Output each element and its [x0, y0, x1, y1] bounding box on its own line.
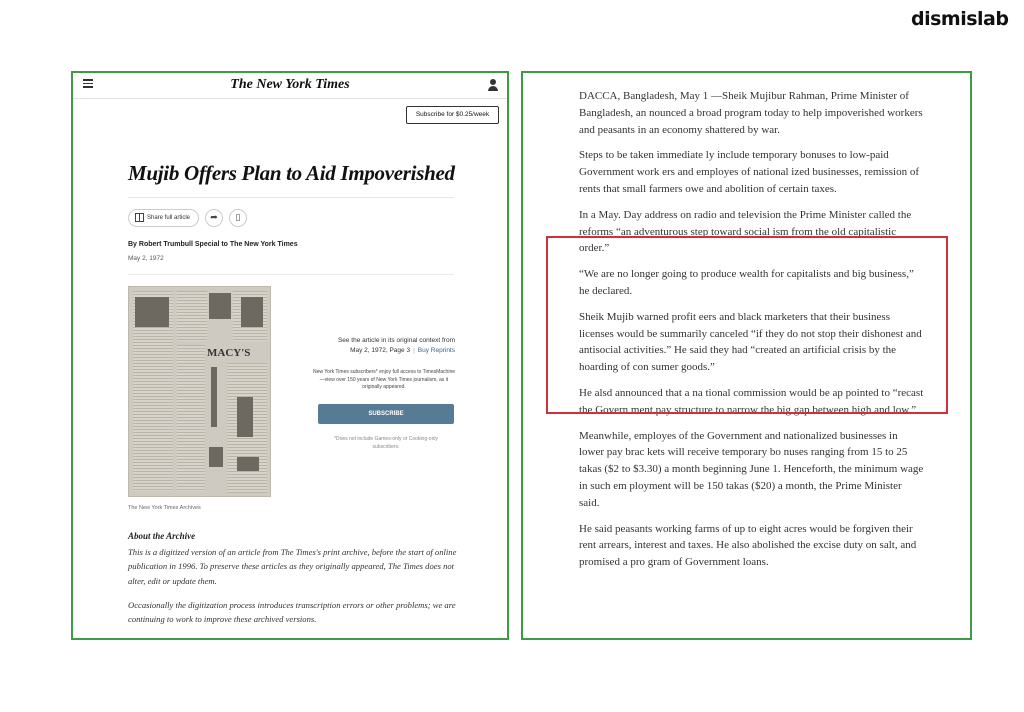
context-text: See the article in its original context from	[337, 337, 455, 344]
archive-scan-image[interactable]	[128, 286, 271, 497]
context-date: May 2, 1972, Page 3	[350, 347, 411, 354]
archive-paragraph-1: This is a digitized version of an article from The Times's print archive, before the start of online publication in 1996. To preserve these articles as they originally appeared, The Times does not alter, edit or update them.	[128, 547, 457, 586]
timesmachine-access-text: New York Times subscribers* enjoy full access to TimesMachine—view over 150 years of New York Times journalism, as it originally appeared.	[313, 369, 456, 390]
subscribe-top-button[interactable]: Subscribe for $0.25/week	[406, 106, 499, 124]
archive-paragraph-2: Occasionally the digitization process introduces transcription errors or other problems; we are continuing to work to improve these archived versions.	[128, 600, 456, 625]
share-full-article-button[interactable]	[128, 209, 199, 227]
article-text-panel	[521, 71, 972, 640]
article-paragraph: Sheik Mujib warned profit eers and black marketers that their business licenses would be summarily canceled “if they do not stop their dishonest and antisocial activities.” He said they had “created an artificial crisis by the hoarding of con sumer goods.”	[579, 310, 922, 374]
bookmark-icon[interactable]: ▯	[229, 209, 247, 227]
article-headline: Mujib Offers Plan to Aid Impoverished	[128, 161, 455, 185]
gift-icon	[135, 213, 144, 222]
separator: |	[413, 347, 415, 354]
article-paragraph: He said peasants working farms of up to eight acres would be forgiven their rent arrears, interest and taxes. He also abolished the excise duty on salt, and promised a pro gram of Government loans.	[579, 522, 917, 569]
divider	[128, 197, 454, 198]
article-paragraph: He alsd announced that a na tional commission would be ap pointed to “recast the Govern ment pay structure to narrow the big gap between high and low.”	[579, 386, 924, 416]
scan-caption: The New York Times Archives	[128, 505, 201, 511]
user-icon[interactable]	[488, 79, 498, 91]
nyt-header	[73, 73, 507, 99]
share-icon[interactable]: ➦	[205, 209, 223, 227]
article-paragraph: “We are no longer going to produce wealth for capitalists and big business,” he declared.	[579, 268, 914, 297]
divider	[128, 274, 454, 275]
fine-print: *Does not include Games-only or Cooking-only subscribers.	[334, 436, 438, 450]
byline: By Robert Trumbull Special to The New York Times	[128, 241, 298, 248]
article-paragraph: Meanwhile, employes of the Government and nationalized businesses in lower pay brac kets will receive temporary bo nuses ranging from 15 to 25 takas ($2 to $3.30) a month beginning June 1. Henceforth, the minimum wage in such em ployment will be 150 takas ($20) a month, the Prime Minister said.	[579, 429, 924, 509]
context-date-line	[305, 347, 455, 354]
article-paragraph: DACCA, Bangladesh, May 1 —Sheik Mujibur Rahman, Prime Minister of Bangladesh, an nounced a broad program today to help impoverished workers and peasants in an economy shattered by war.	[579, 90, 923, 136]
article-paragraph: In a May. Day address on radio and television the Prime Minister called the reforms “an adventurous step toward social ism from the old capitalistic order.”	[579, 208, 912, 255]
nyt-screenshot-panel	[71, 71, 509, 640]
highlight-box	[546, 236, 948, 414]
share-label: Share full article	[147, 215, 191, 221]
buy-reprints-link[interactable]: Buy Reprints	[417, 347, 455, 354]
nyt-masthead[interactable]: The New York Times	[230, 77, 350, 92]
dismislab-logo: dismislab	[911, 8, 1009, 30]
article-date: May 2, 1972	[128, 255, 164, 262]
scan-ad-text: MACY'S	[207, 347, 251, 359]
archive-title: About the Archive	[128, 531, 196, 541]
article-paragraph: Steps to be taken immediate ly include temporary bonuses to low-paid Government work ers and employes of national ized businesses, remission of rents that small farmers owe and abolition of certain taxes.	[579, 149, 920, 195]
subscribe-button[interactable]: SUBSCRIBE	[318, 404, 454, 424]
